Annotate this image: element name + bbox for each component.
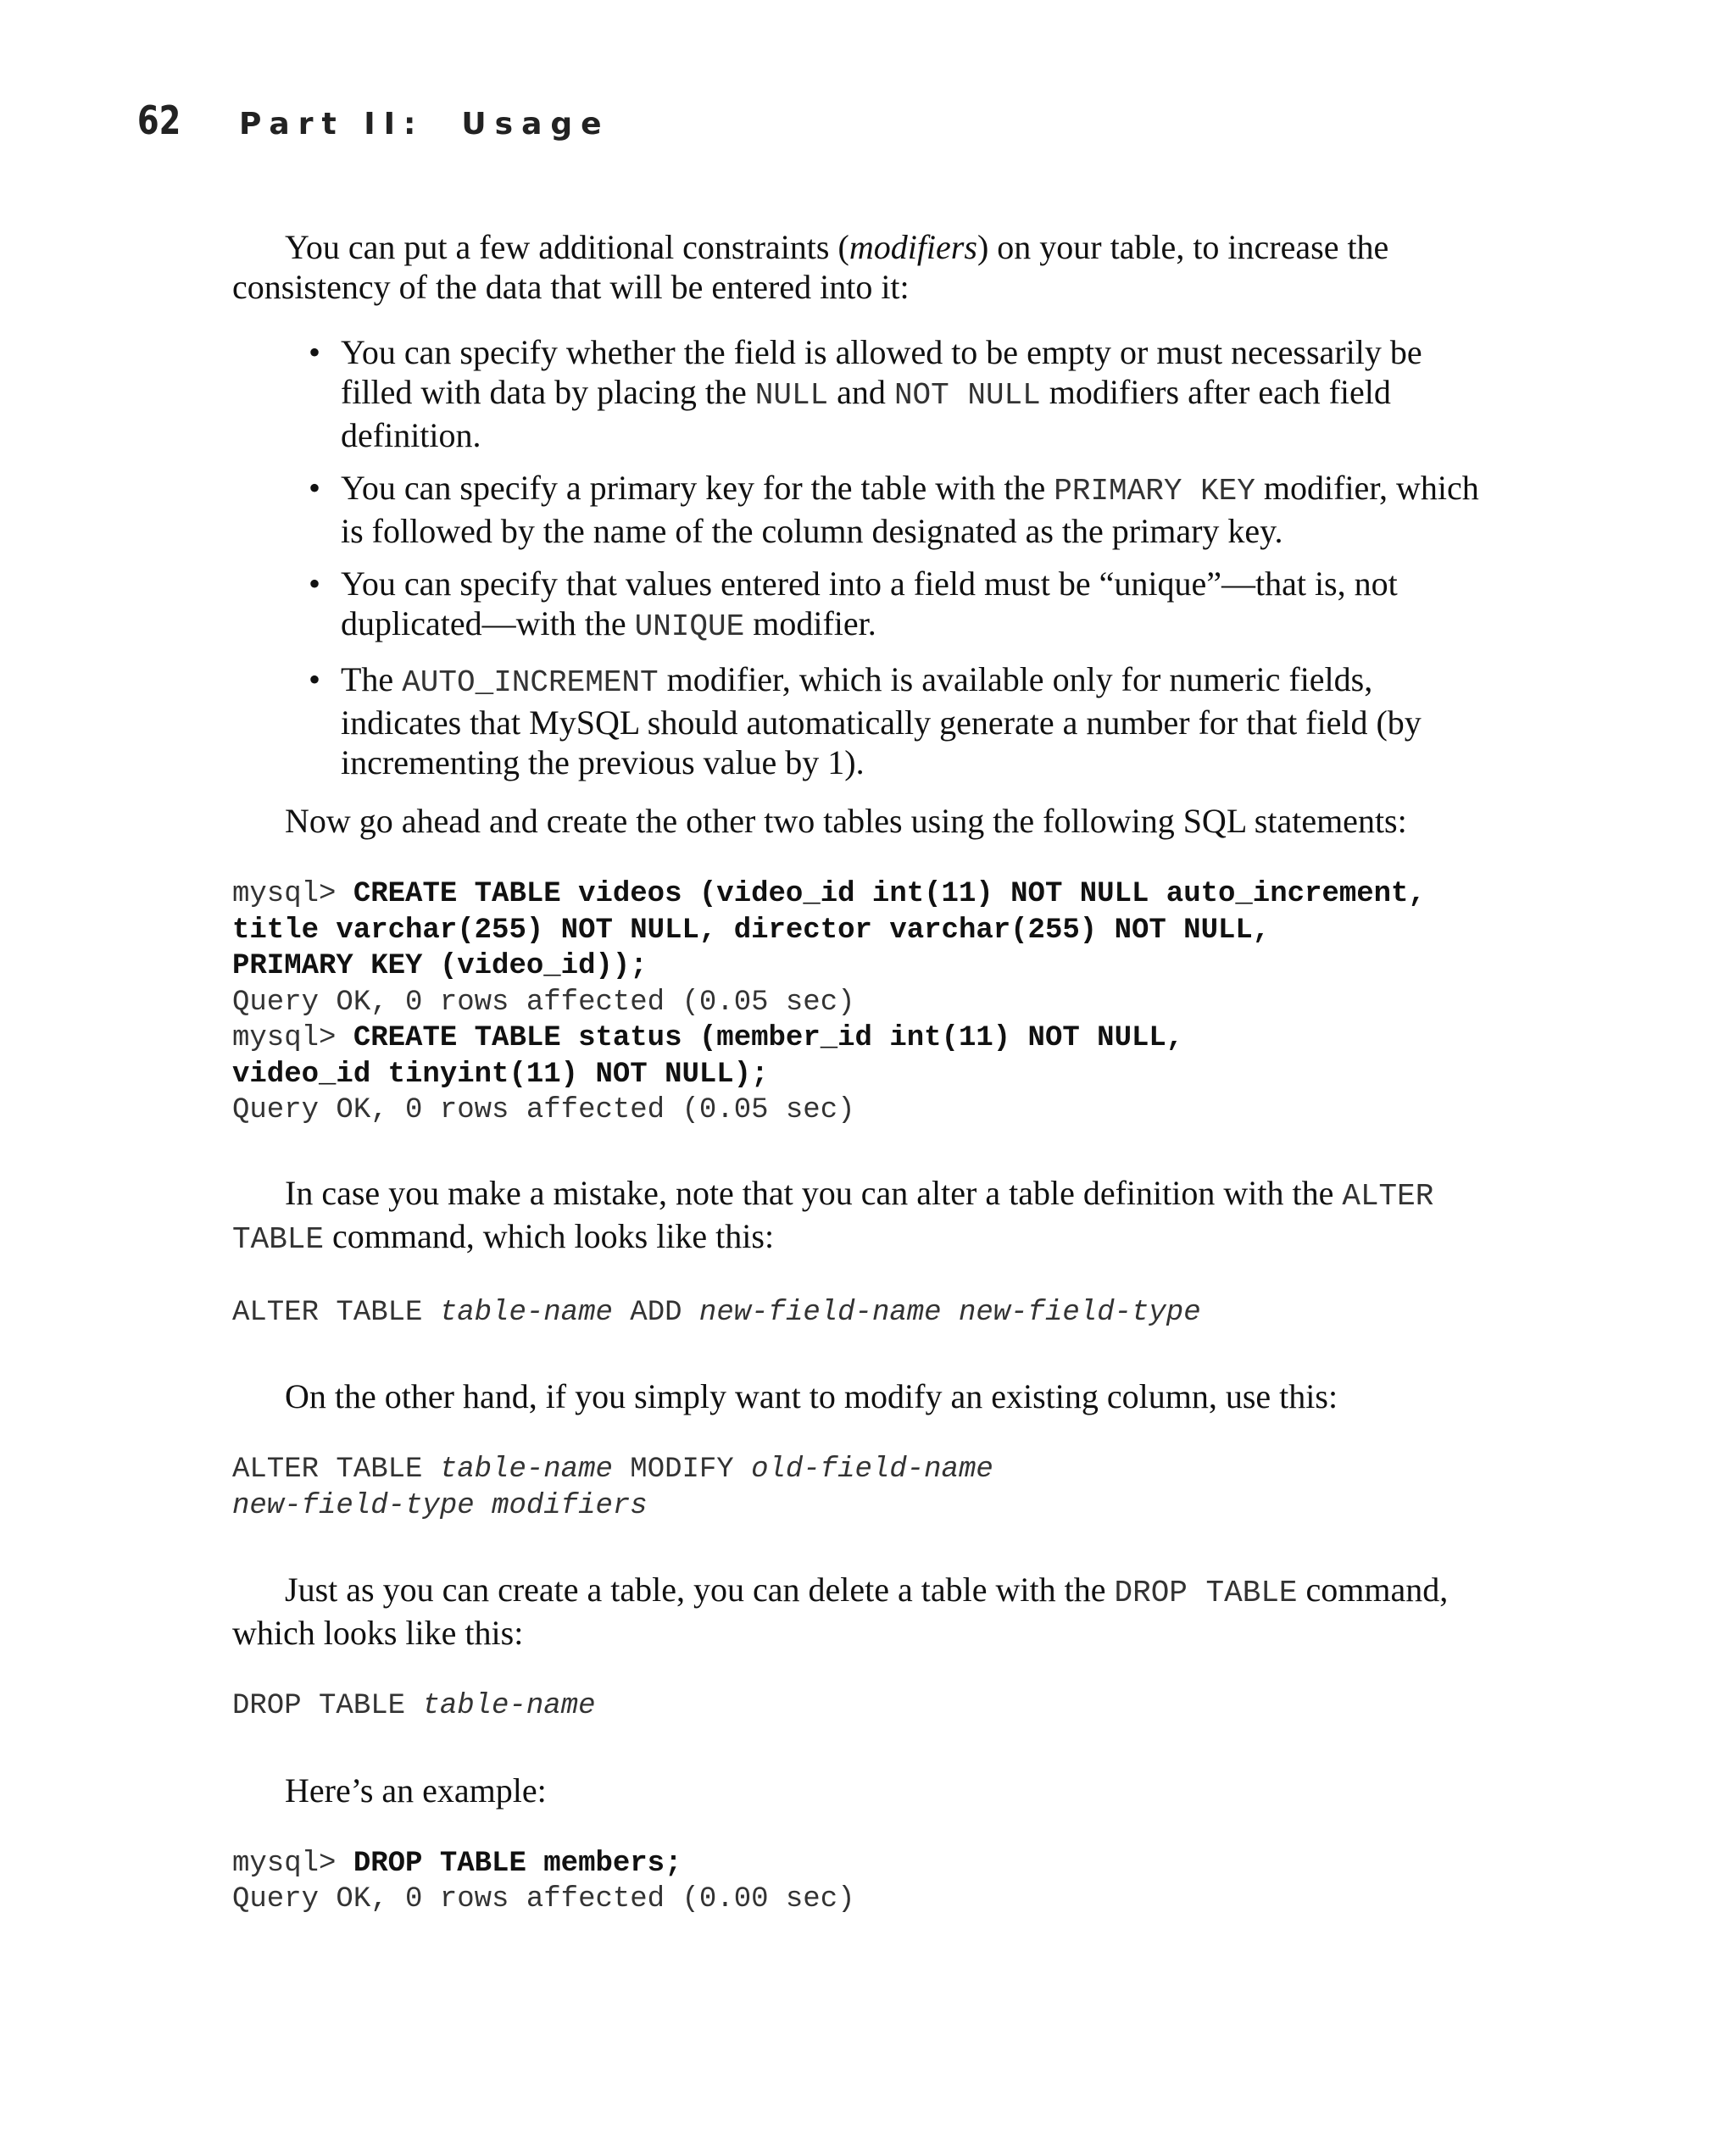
code-block-alter-add: ALTER TABLE table-name ADD new-field-name new-field-type	[232, 1296, 1201, 1329]
bullet-icon: •	[309, 660, 321, 698]
list-item: • The AUTO_INCREMENT modifier, which is available only for numeric fields, indicates that MySQL should automatically generate a number for that field (by incrementing the previous value by 1).	[309, 660, 1422, 781]
code-block-drop-syntax: DROP TABLE table-name	[232, 1690, 596, 1722]
drop-paragraph: Just as you can create a table, you can delete a table with the DROP TABLE command, which looks like this:	[232, 1571, 1449, 1652]
intro-paragraph: You can put a few additional constraints (modifiers) on your table, to increase the consistency of the data that will be entered into it:	[232, 228, 1389, 306]
modify-paragraph: On the other hand, if you simply want to modify an existing column, use this:	[285, 1377, 1338, 1415]
list-item: • You can specify a primary key for the table with the PRIMARY KEY modifier, which is followed by the name of the column designated as the primary key.	[309, 469, 1479, 550]
page-number: 62	[137, 97, 181, 143]
example-paragraph: Here’s an example:	[285, 1771, 547, 1810]
code-block-create-tables: mysql> CREATE TABLE videos (video_id int(11) NOT NULL auto_increment, title varchar(255) NOT NULL, director varchar(255) NOT NULL, PRIMARY KEY (video_id)); Query OK, 0 rows affected (0.05 sec) mysql> CREATE TABLE status (member_id int(11) NOT NULL, video_id tinyint(11) NOT NULL); Query OK, 0 rows affected (0.05 sec)	[232, 878, 1426, 1126]
bullet-icon: •	[309, 333, 321, 371]
page-body	[232, 227, 1483, 1918]
code-block-alter-modify: ALTER TABLE table-name MODIFY old-field-name new-field-type modifiers	[232, 1454, 993, 1522]
bullet-icon: •	[309, 564, 321, 603]
part-name: Usage	[461, 107, 610, 142]
modifiers-term: modifiers	[849, 228, 977, 266]
alter-paragraph: In case you make a mistake, note that you can alter a table definition with the ALTER TABLE command, which looks like this:	[232, 1173, 1434, 1257]
part-label: Part II:	[239, 107, 425, 142]
list-item: • You can specify whether the field is allowed to be empty or must necessarily be filled with data by placing the NULL and NOT NULL modifiers after each field definition.	[309, 333, 1422, 454]
code-block-drop-example: mysql> DROP TABLE members; Query OK, 0 rows affected (0.00 sec)	[232, 1847, 855, 1915]
running-header	[137, 97, 610, 148]
create-tables-paragraph: Now go ahead and create the other two tables using the following SQL statements:	[285, 802, 1407, 840]
modifier-list	[232, 332, 1483, 782]
bullet-icon: •	[309, 469, 321, 507]
list-item: • You can specify that values entered into a field must be “unique”—that is, not duplicated—with the UNIQUE modifier.	[309, 564, 1398, 644]
